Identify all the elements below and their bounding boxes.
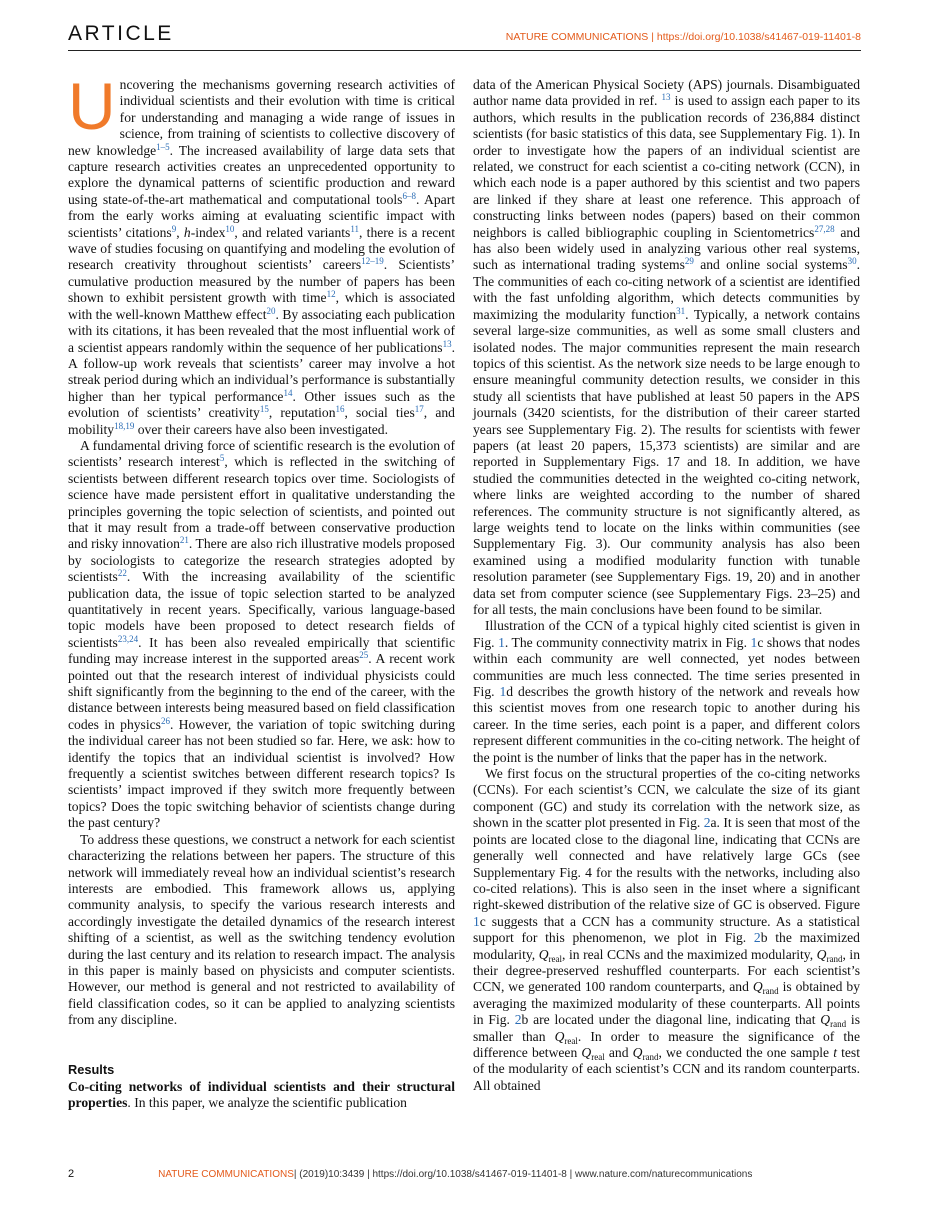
intro-paragraph: Uncovering the mechanisms governing research activities of individual scientists and their evolution with time is critical for understanding and managing a wide range of issues in science, from training of scientists to collective discovery of new knowledge$^{1-5}$. The increased availability of large data sets that capture research activities creates an unprecedented opportunity to explore the dynamical patterns of scientific production and reward using state-of-the-art mathematical and computational tools$^{6-8}$. Apart from the early works aiming at evaluating scientific impact with scientists’ citations$^9$, h-index$^{10}$, and related variants$^{11}$, there is a recent wave of studies focusing on quantifying and modeling the evolution of research creativity throughout scientists’ careers$^{12-19}$. Scientists’ cumulative production measured by the number of papers has been shown to exhibit persistent growth with time$^{12}$, which is associated with the well-known Matthew effect$^{20}$. By associating each publication with its citations, it has been revealed that the most influential work of a scientist appears randomly within the sequence of her publications$^{13}$. A follow-up work reveals that scientists’ career may involve a hot streak period during which an individual’s performance is substantially higher than her typical performance$^{14}$. Other issues such as the evolution of scientists’ creativity$^{15}$, reputation$^{16}$, social ties$^{17}$, and mobility$^{18,19}$ over their careers have also been investigated.: [68, 69, 456, 437]
body-paragraph: Illustration of the CCN of a typical highly cited scientist is given in Fig. 1. The community connectivity matrix in Fig. 1c shows that nodes within each community are well connected, yet nodes between communities are much less connected. The time series presented in Fig. 1d describes the growth history of the network and reveals how this scientist moves from one research topic to another during his career. In the time series, each point is a paper, and different colors represent different communities in the co-citing network. The height of the point is the number of links that the paper has in the network.: [473, 618, 861, 765]
figure-ref[interactable]: 1: [499, 684, 507, 700]
footer-citation: | (2019)10:3439 | https://doi.org/10.1038/s41467-019-11401-8 | www.nature.com/naturecommunications: [293, 1169, 753, 1180]
citation-ref[interactable]: 1–5: [156, 141, 170, 152]
citation-ref[interactable]: 31: [676, 305, 686, 316]
citation-ref[interactable]: 18,19: [114, 420, 135, 431]
citation-ref[interactable]: 12–19: [361, 256, 384, 267]
drop-cap: U: [68, 69, 116, 143]
citation-ref[interactable]: 26: [160, 715, 170, 726]
citation-ref[interactable]: 27,28: [814, 223, 835, 234]
citation-ref[interactable]: 14: [283, 387, 293, 398]
citation-ref[interactable]: 10: [225, 223, 235, 234]
citation-ref[interactable]: 21: [179, 535, 189, 546]
figure-ref[interactable]: 1: [473, 913, 480, 929]
citation-ref[interactable]: 13: [442, 338, 452, 349]
body-paragraph: To address these questions, we construct a network for each scientist characterizing the relations between her papers. The structure of this network will immediately reveal how an individual scientist’s research interests are embodied. This framework allows us, applying community analysis, to specify the various research interests and accordingly investigate the detailed dynamics of the research interest shifting of a scientist, as well as the switching tendency evolution during the last century and its relation to research impact. The analysis in this paper is mainly based on physicists and computer scientists. However, our method is general and not restricted to availability of field classification codes, so it can be applied to analyzing scientists from any discipline.: [68, 831, 455, 1028]
figure-ref[interactable]: 2: [703, 815, 711, 831]
citation-ref[interactable]: 5: [219, 453, 225, 464]
journal-doi-link[interactable]: NATURE COMMUNICATIONS | https://doi.org/10.1038/s41467-019-11401-8: [505, 31, 861, 43]
left-column: [68, 69, 456, 1111]
citation-ref[interactable]: 30: [847, 256, 857, 267]
page-footer: [68, 1168, 752, 1180]
citation-ref[interactable]: 17: [414, 404, 424, 415]
citation-ref[interactable]: 25: [359, 650, 369, 661]
body-paragraph: data of the American Physical Society (APS) journals. Disambiguated author name data provided in ref. $^{13}$ is used to assign each paper to its authors, which results in the publication records of 236,884 distinct scientists (for basic statistics of this data, see Supplementary Fig. 1). In order to investigate how the papers of an individual scientist are related, we construct for each scientist a co-citing network (CCN), in which each node is a paper authored by this scientist and two papers are linked if they share at least one reference. This approach of constructing links between nodes (papers) based on their common neighbors is called bibliographic coupling in Scientometrics$^{27,28}$ and has also been widely used in analyzing various other real systems, such as international trading systems$^{29}$ and online social systems$^{30}$. The communities of each co-citing network of a scientist are identified with the fast unfolding algorithm, which detects communities by maximizing the modularity function$^{31}$. Typically, a network contains several large-size communities, as well as some small clusters and isolated nodes. The major communities represent the main research topics of this scientist. As the network size needs to be large enough to ensure meaningful community detection results, we consider in this study all scientists that have published at least 50 papers in the APS journals (3420 scientists, for the distribution of their career started years see Supplementary Fig. 2). The results for scientists with fewer papers (at least 20 papers, 15,373 scientists) are similar and are reported in Supplementary Figs. 17 and 18. In addition, we have studied the communities detected in the weighted co-citing network, where links are weighted according to the number of shared references. The community structure is not significantly altered, as large weights tend to locate on the links within communities (see Supplementary Fig. 3). Our community analysis has also been examined using a modified modularity function with tunable resolution parameter (see Supplementary Figs. 19, 20) and in another data set from computer science (see Supplementary Figs. 23–25) and for all tests, the main conclusions have been found to be similar.: [473, 77, 861, 617]
citation-ref[interactable]: 22: [117, 568, 127, 579]
citation-ref[interactable]: 9: [171, 223, 177, 234]
results-heading: Results: [68, 1061, 115, 1077]
article-label: ARTICLE: [68, 22, 174, 45]
figure-ref[interactable]: 2: [753, 930, 761, 946]
citation-ref[interactable]: 23,24: [117, 633, 139, 644]
subsection-heading: Co-citing networks of individual scientists and their structural properties: [68, 1078, 455, 1110]
page-number: 2: [68, 1168, 75, 1180]
figure-ref[interactable]: 2: [514, 1012, 522, 1028]
citation-ref[interactable]: 11: [350, 223, 359, 234]
figure-ref[interactable]: 1: [750, 634, 758, 650]
citation-ref[interactable]: 16: [335, 404, 345, 415]
body-paragraph: A fundamental driving force of scientific research is the evolution of scientists’ research interest$^5$, which is reflected in the switching of scientists between different research topics over time. Sociologists of science have made persistent effort in qualitative understanding the principles governing the topic selection of scientists, and pointed out that it may result from a trade-off between conservative production and risky innovation$^{21}$. There are also rich illustrative models proposed by sociologists to categorize the research strategies adopted by scientists$^{22}$. With the increasing availability of the scientific publication data, the issue of topic selection started to be analyzed quantitatively in recent years. Specifically, various language-based topic models have been proposed to detect research fields of scientists$^{23,24}$. It has been also revealed empirically that scientific funding may increase interest in the supported areas$^{25}$. A recent work pointed out that the research interest of individual physicists could shift significantly from the beginning to the end of the career, with the distance between interests being measured based on field classification codes in physics$^{26}$. However, the variation of topic switching during the individual career has not been studied so far. Here, we ask: how to identify the topics that an individual scientist is involved? How frequently a scientist switches between different research topics? Is scientists’ impact improved if they switch more frequently between topics? Does the topic switching behavior of scientists change during the past century?: [68, 437, 455, 831]
citation-ref[interactable]: 12: [326, 289, 336, 300]
body-paragraph: We first focus on the structural properties of the co-citing networks (CCNs). For each scientist’s CCN, we calculate the size of its giant component (GC) and study its correlation with the network size, as shown in the scatter plot presented in Fig. 2a. It is seen that most of the points are located close to the diagonal line, indicating that CCNs are generally well connected and have relatively large GCs (see Supplementary Fig. 4 for the results with the networks, including also co-cited relations). This is also seen in the inset where a significant right-skewed distribution of the relative size of GC is observed. Figure 1c suggests that a CCN has a community structure. As a statistical support for this phenomenon, we plot in Fig. 2b the maximized modularity, $Q_{real}$, in real CCNs and the maximized modularity, $Q_{rand}$, in their degree-preserved reshuffled counterparts. For each scientist’s CCN, we generated 100 random counterparts, and $Q_{rand}$ is obtained by averaging the maximized modularity of these counterparts. All points in Fig. 2b are located under the diagonal line, indicating that $Q_{rand}$ is smaller than $Q_{real}$. In order to measure the significance of the difference between $Q_{real}$ and $Q_{rand}$, we conducted the one sample t test of the modularity of each scientist’s CCN and its random counterparts. All obtained: [473, 766, 861, 1093]
citation-ref[interactable]: 6–8: [402, 190, 416, 201]
header-divider: [68, 50, 861, 51]
footer-journal-name[interactable]: NATURE COMMUNICATIONS: [158, 1169, 294, 1180]
citation-ref[interactable]: 29: [684, 256, 694, 267]
citation-ref[interactable]: 15: [259, 404, 269, 415]
subsection-paragraph: Co-citing networks of individual scientists and their structural properties. In this paper, we analyze the scientific publication: [68, 1078, 455, 1110]
citation-ref[interactable]: 13: [661, 92, 671, 103]
citation-ref[interactable]: 20: [266, 305, 276, 316]
figure-ref[interactable]: 1: [498, 634, 505, 650]
right-column: [473, 77, 860, 1094]
